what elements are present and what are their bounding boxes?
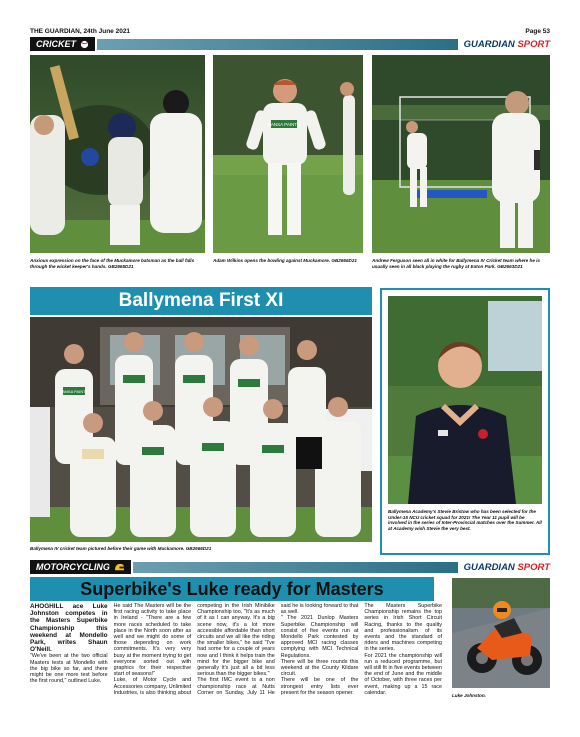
bristow-photo: [388, 296, 542, 504]
team-banner: Ballymena First XI: [30, 287, 372, 315]
page-number: Page 53: [525, 28, 550, 35]
article-paragraph: He said The Masters will be the first racing activity to take place in Ireland - "There are a few more races scheduled to take place in the North soon after as well and we might do some of those depending on work commitments. It's very very busy at the moment trying to get everyone sorted out with graphics for their respective start of seasons!": [113, 603, 192, 678]
bristow-caption: Ballymena Academy's Stevie Bristow who has been selected for the Under-15 NCU cricket squad for 2021! The Year 11 pupil will be involved in the series of Inter-Provincial matches over the Summer. All at Academy wish Stevie the very best.: [388, 509, 542, 531]
article-paragraph: There will be one of the strongest entry lists ever present for the season opener.: [280, 677, 359, 696]
luke-photo: [452, 578, 550, 688]
motorcycling-tag: [30, 560, 131, 574]
article-paragraph: " The 2021 Dunlop Masters Superbike Championship will consist of five events run at Mondello Park contested by approved MCI racing classes complying with MCI Technical Regulations.: [280, 615, 359, 659]
helmet-icon: [114, 563, 125, 572]
motorcycling-tag-label: MOTORCYCLING: [36, 562, 110, 572]
team-caption: Ballymena IV cricket team pictured before their game with Muckamore. GB2666D21: [30, 546, 212, 551]
guardian-sport-logo: [464, 39, 550, 50]
team-shirt-sponsor: KANSA PAINTS: [59, 389, 89, 394]
bowler-caption: Adam Wilkins opens the bowling against Muckamore. GB2666D21: [213, 258, 357, 263]
ferguson-photo: [372, 55, 550, 253]
article-headline: Superbike's Luke ready for Masters: [30, 577, 434, 601]
bowler-photo: [213, 55, 363, 253]
batsman-caption: Anxious expression on the face of the Muckamore batsman as the ball falls through the wicket keeper's hands. GB2665D21: [30, 258, 195, 269]
ferguson-caption: Andrew Ferguson seen all in white for Ballymena IV Cricket team where he is usually seen in all black playing the rugby at Eaton Park. GB2663D21: [372, 258, 540, 269]
article-lead: AHOGHILL ace Luke Johnston competes in the Masters Superbike Championship this weekend at Mondello Park, writes Shaun O'Neill.: [30, 603, 108, 654]
logo-sport: SPORT: [517, 38, 550, 50]
team-photo: [30, 317, 372, 542]
luke-caption: Luke Johnston.: [452, 693, 486, 698]
cricket-tag: [30, 37, 95, 51]
article-paragraph: There will be three rounds this weekend at the County Kildare circuit.: [280, 658, 359, 678]
section-rule: [97, 39, 458, 50]
cricket-section-bar: [30, 37, 550, 51]
article-paragraph: "We've been at the two official Masters tests at Mondello with the big bike so far, and there might be one more test before the first round," outlined Luke.: [30, 653, 108, 685]
logo-guardian: GUARDIAN: [463, 38, 515, 50]
logo-guardian: GUARDIAN: [463, 561, 515, 573]
article-body: [30, 603, 442, 709]
bowler-shirt-sponsor: KANSA PAINTS: [267, 122, 301, 127]
section-rule: [133, 562, 458, 573]
logo-sport: SPORT: [517, 561, 550, 573]
article-paragraph: Luke, of Motor Cycle and Accessories company, Unlimited Industries, is also thinking about competing in the Irish Minibike Championship too, "It's as much of it as I can anyway. It's a big scene now, it's a lot more accessible affordable than short circuits and we all like the riding the smaller bikes," he said "I've had some for a couple of years now and I think it helps train the mind for the bigger bike and generally it's just all a bit less serious than the bigger bikes.": [113, 603, 275, 696]
article-paragraph: The Masters Superbike Championship remains the top series in Irish Short Circuit Racing, thanks to the quality and professionalism of its events and the standard of riders and machines competing in the series.: [364, 603, 442, 653]
batsman-photo: [30, 55, 205, 253]
bristow-box: [380, 288, 550, 555]
cricket-tag-label: CRICKET: [36, 39, 76, 49]
article-paragraph: For 2021 the championship will run a reduced programme, but will still fit in five events between the end of June and the middle of October, with three races per event, making up a 15 race calendar.: [364, 652, 442, 696]
guardian-sport-logo: [464, 562, 550, 573]
cricket-ball-icon: [80, 40, 89, 49]
motorcycling-section-bar: [30, 560, 550, 574]
publication-date: THE GUARDIAN, 24th June 2021: [30, 28, 131, 35]
article-paragraph: The first IMC event is a non championship race at Nutts Corner on Sunday, July 11 He said he is looking forward to that as well.: [197, 603, 359, 696]
page-header: [30, 28, 550, 35]
